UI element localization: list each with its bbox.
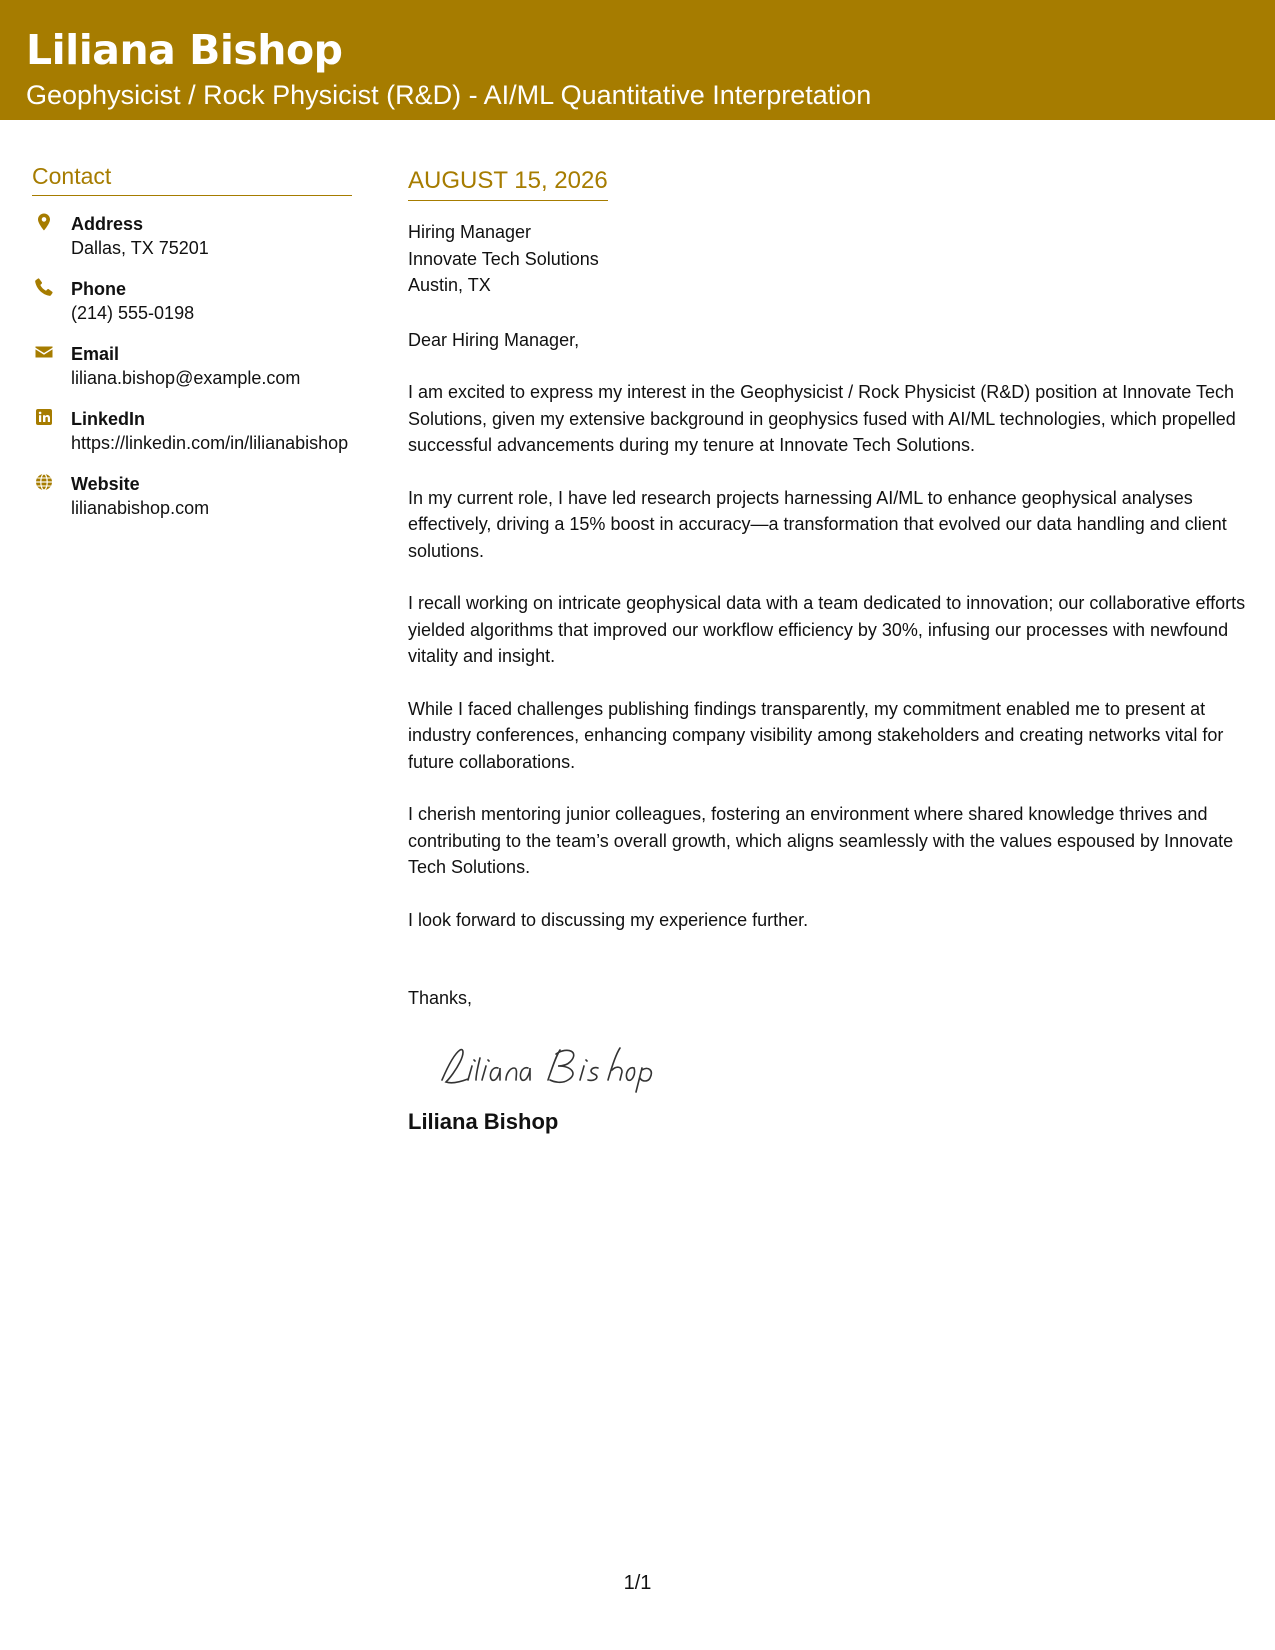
paragraph: I am excited to express my interest in the Geophysicist / Rock Physicist (R&D) position at Innovate Tech Solutions, given my extensive background in geophysics fused with AI/ML technologies, which propelled successful advancements during my tenure at Innovate Tech Solutions.: [408, 382, 1236, 455]
location-pin-icon: [34, 212, 54, 232]
phone-value: (214) 555-0198: [71, 303, 195, 323]
contact-linkedin: [32, 407, 352, 456]
globe-icon: [34, 472, 54, 492]
email-label: Email: [71, 344, 120, 364]
paragraph: In my current role, I have led research projects harnessing AI/ML to enhance geophysical analyses effectively, driving a 15% boost in accuracy—a transformation that evolved our data handling and client solutions.: [408, 487, 1227, 561]
contact-sidebar: [32, 162, 352, 521]
website-label: Website: [71, 474, 140, 494]
address-label: Address: [71, 214, 144, 234]
handwritten-signature: [428, 1036, 668, 1096]
contact-address: [32, 212, 352, 261]
paragraph: I look forward to discussing my experience further.: [408, 909, 809, 930]
header-banner: [0, 0, 1275, 120]
recipient-company: Innovate Tech Solutions: [408, 248, 599, 269]
closing: Thanks,: [408, 988, 473, 1008]
greeting: Dear Hiring Manager,: [408, 329, 580, 350]
recipient-name: Hiring Manager: [408, 222, 532, 242]
page-number: 1/1: [623, 1572, 652, 1594]
envelope-icon: [34, 342, 54, 362]
contact-phone: [32, 277, 352, 326]
contact-section-title: Contact: [32, 162, 352, 196]
website-value[interactable]: lilianabishop.com: [71, 498, 210, 518]
address-value: Dallas, TX 75201: [71, 238, 209, 258]
linkedin-value[interactable]: https://linkedin.com/in/lilianabishop: [71, 433, 349, 453]
phone-label: Phone: [71, 279, 127, 299]
email-value: liliana.bishop@example.com: [71, 368, 301, 388]
letter-date: AUGUST 15, 2026: [408, 166, 608, 201]
job-title: Geophysicist / Rock Physicist (R&D) - AI/ML Quantitative Interpretation: [26, 80, 872, 110]
contact-website: [32, 472, 352, 521]
letter-body: [408, 166, 1248, 1136]
contact-email: [32, 342, 352, 391]
recipient-location: Austin, TX: [408, 275, 491, 295]
paragraph: I recall working on intricate geophysical data with a team dedicated to innovation; our collaborative efforts yielded algorithms that improved our workflow efficiency by 30%, infusing our processes with newfound vitality and insight.: [408, 593, 1246, 666]
linkedin-icon: [34, 407, 54, 427]
paragraph: I cherish mentoring junior colleagues, fostering an environment where shared knowledge thrives and contributing to the team’s overall growth, which aligns seamlessly with the values espoused by Innovate Tech Solutions.: [408, 804, 1234, 877]
linkedin-label: LinkedIn: [71, 409, 146, 429]
recipient-block: [408, 219, 1248, 299]
candidate-name: Liliana Bishop: [26, 26, 343, 74]
phone-icon: [34, 277, 54, 297]
signed-name: Liliana Bishop: [408, 1108, 559, 1134]
paragraph: While I faced challenges publishing findings transparently, my commitment enabled me to present at industry conferences, enhancing company visibility among stakeholders and creating networks vital for future collaborations.: [408, 698, 1224, 772]
